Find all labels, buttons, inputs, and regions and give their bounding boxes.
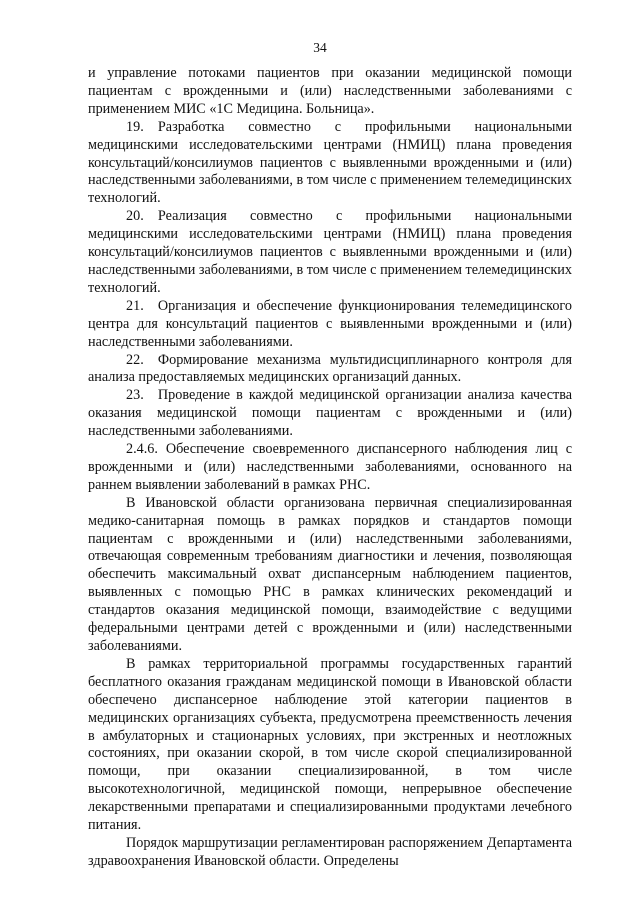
list-item-22: 22. Формирование механизма мультидисциплинарного контроля для анализа предоставляемых медицинских организаций данных. xyxy=(88,351,572,386)
paragraph-ivanovo-care: В Ивановской области организована первичная специализированная медико-санитарная помощь в рамках порядков и стандартов помощи пациентам с врожденными и (или) наследственными заболеваниями, отвечающая современным требованиям диагностики и лечения, позволяющая обеспечить максимальный охват диспансерным наблюдением пациентов, выявленных с помощью РНС в рамках клинических рекомендаций и стандартов оказания медицинской помощи, взаимодействие с ведущими федеральными центрами детей с врожденными и (или) наследственными заболеваниями. xyxy=(88,494,572,654)
paragraph-continuation: и управление потоками пациентов при оказании медицинской помощи пациентам с врожденными и (или) наследственными заболеваниями с применением МИС «1С Медицина. Больница». xyxy=(88,65,572,117)
section-heading-2-4-6: 2.4.6. Обеспечение своевременного диспансерного наблюдения лиц с врожденными и (или) наследственными заболеваниями, основанного на раннем выявлении заболеваний в рамках РНС. xyxy=(88,441,572,493)
page-number: 34 xyxy=(313,40,327,55)
list-item-23: 23. Проведение в каждой медицинской организации анализа качества оказания медицинской помощи пациентам с врожденными и (или) наследственными заболеваниями. xyxy=(88,387,572,440)
paragraph-territorial-program: В рамках территориальной программы государственных гарантий бесплатного оказания гражданам медицинской помощи в Ивановской области обеспечено диспансерное наблюдение этой категории пациентов в медицинских организациях субъекта, предусмотрена преемственность лечения в амбулаторных и стационарных условиях, при экстренных и неотложных состояниях, при оказании скорой, в том числе скорой специализированной помощи, при оказании специализированной, в том числе высокотехнологичной, медицинской помощи, непрерывное обеспечение лекарственными препаратами и специализированными продуктами лечебного питания. xyxy=(88,655,572,834)
list-item-21: 21. Организация и обеспечение функционирования телемедицинского центра для консультаций пациентов с выявленными врожденными и (или) наследственными заболеваниями. xyxy=(88,297,572,350)
list-item-19: 19. Разработка совместно с профильными национальными медицинскими исследовательскими центрами (НМИЦ) плана проведения консультаций/консилиумов пациентов с выявленными врожденными и (или) наследственными заболеваниями, в том числе с применением телемедицинских технологий. xyxy=(88,118,572,207)
document-body xyxy=(88,65,572,871)
paragraph-routing-order: Порядок маршрутизации регламентирован распоряжением Департамента здравоохранения Ивановской области. Определены xyxy=(88,834,572,869)
list-item-20: 20. Реализация совместно с профильными национальными медицинскими исследовательскими центрами (НМИЦ) плана проведения консультаций/консилиумов пациентов с выявленными врожденными и (или) наследственными заболеваниями, в том числе с применением телемедицинских технологий. xyxy=(88,208,572,296)
